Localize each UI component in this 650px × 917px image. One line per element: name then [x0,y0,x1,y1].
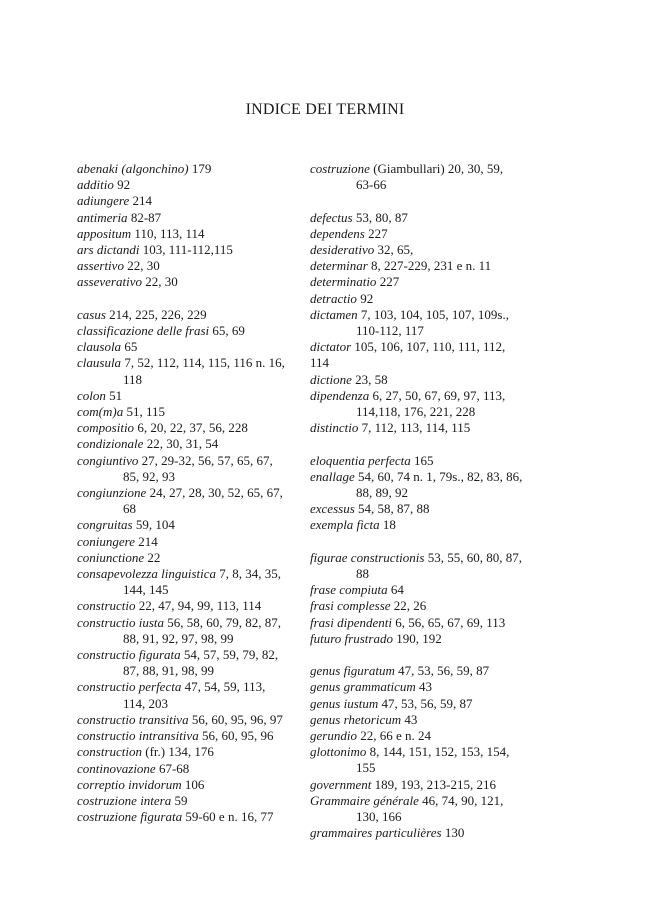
entry-line [77,339,293,355]
index-term: compositio [77,420,135,436]
index-entry [310,550,526,582]
index-term: constructio figurata [77,647,181,663]
page-references: 130, 166 [356,809,402,825]
page-references: 22, 30, 31, 54 [143,436,219,452]
entry-line [77,258,293,274]
index-term: determinatio [310,274,377,290]
entry-line [77,274,293,290]
page-references: 24, 27, 28, 30, 52, 65, 67, [146,485,283,501]
entry-line [77,793,293,809]
entry-line [310,582,526,598]
index-term: genus grammaticum [310,679,416,695]
index-term: dipendenza [310,387,370,403]
entry-line [77,761,293,777]
index-entry [77,161,293,177]
page-references: 82-87 [127,209,162,225]
entry-line [77,193,293,209]
index-entry [77,226,293,242]
index-entry [77,615,293,647]
index-entry [310,825,526,841]
page-references: 92 [113,177,131,193]
index-entry [310,793,526,825]
page-references: 118 [123,371,143,387]
entry-line [310,420,526,436]
entry-line [77,388,293,404]
entry-line [77,534,293,550]
letter-group-gap [310,436,526,452]
index-term: com(m)a [77,404,124,420]
index-term: frasi dipendenti [310,614,392,630]
page-references: 64 [387,582,404,598]
entry-line [310,307,526,323]
page-references: 85, 92, 93 [123,468,175,484]
entry-continuation-line [310,404,526,420]
index-term: dictione [310,371,352,387]
letter-group-gap [310,534,526,550]
entry-line [310,242,526,258]
entry-line [310,469,526,485]
page-references: 68 [123,501,136,517]
page-references: 56, 60, 95, 96, 97 [188,711,283,727]
index-entry [310,388,526,420]
index-term: glottonimo [310,744,367,760]
index-term: constructio perfecta [77,679,182,695]
index-entry [310,307,526,339]
entry-continuation-line [310,323,526,339]
page-title: INDICE DEI TERMINI [245,101,405,118]
entry-line [310,517,526,533]
entry-line [310,793,526,809]
index-entry [77,517,293,533]
index-column-right [310,161,526,841]
entry-continuation-line [310,809,526,825]
index-term: consapevolezza linguistica [77,566,217,582]
entry-line [310,372,526,388]
index-term: defectus [310,209,353,225]
index-entry [310,517,526,533]
index-entry [77,809,293,825]
entry-line [77,809,293,825]
index-term: determinar [310,258,368,274]
index-entry [310,226,526,242]
index-term: correptio invidorum [77,776,182,792]
entry-line [77,177,293,193]
index-term: genus figuratum [310,663,395,679]
entry-line [77,355,293,371]
page-references: 130 [441,825,465,841]
page-references: 214, 225, 226, 229 [105,306,207,322]
index-term: ars dictandi [77,242,140,258]
entry-continuation-line [310,566,526,582]
page-references: 214 [135,533,158,549]
index-entry [310,696,526,712]
entry-line [77,453,293,469]
index-term: dependens [310,225,365,241]
index-entry [77,793,293,809]
page-references: 110-112, 117 [356,323,424,339]
index-term: antimeria [77,209,128,225]
entry-line [310,598,526,614]
index-entry [310,582,526,598]
index-term: frasi complesse [310,598,391,614]
page-references: 65 [121,339,138,355]
index-term: Grammaire générale [310,792,419,808]
index-entry [310,631,526,647]
index-term: exempla ficta [310,517,380,533]
index-entry [77,420,293,436]
index-term: desiderativo [310,242,375,257]
index-term: classificazione delle frasi [77,323,210,339]
index-entry [310,161,526,193]
index-entry [310,372,526,388]
index-entry [77,777,293,793]
page-references: 47, 54, 59, 113, [181,679,266,695]
entry-line [77,307,293,323]
index-term: figurae constructionis [310,549,425,565]
index-entry [310,210,526,226]
index-term: costruzione intera [77,792,172,808]
index-term: coniunctione [77,549,145,565]
page-references: 22, 30 [123,258,160,274]
page-references: 65, 69 [209,323,245,339]
entry-line [310,274,526,290]
page-references: 56, 58, 60, 79, 82, 87, [164,614,282,630]
page-references: 67-68 [155,760,190,776]
page-references: 23, 58 [351,371,388,387]
page-references: 8, 144, 151, 152, 153, 154, [366,744,510,760]
letter-group-gap [310,193,526,209]
index-entry [310,274,526,290]
page-references: (Giambullari) 20, 30, 59, [369,161,504,176]
index-entry [77,404,293,420]
page-references: 51, 115 [123,404,165,420]
entry-line [77,550,293,566]
index-entry [77,744,293,760]
entry-continuation-line [310,177,526,193]
index-entry [77,210,293,226]
entry-line [77,598,293,614]
page-references: 110, 113, 114 [131,225,205,241]
index-term: dictator [310,339,352,355]
index-entry [77,307,293,323]
index-entry [310,501,526,517]
entry-line [77,210,293,226]
index-term: grammaires particulières [310,825,442,841]
page-references: 87, 88, 91, 98, 99 [123,663,214,679]
page-references: 88, 91, 92, 97, 98, 99 [123,630,234,646]
index-entry [77,193,293,209]
index-term: appositum [77,225,132,241]
entry-line [310,226,526,242]
entry-line [77,712,293,728]
index-term: government [310,776,372,792]
index-term: constructio iusta [77,614,165,630]
index-entry [77,598,293,614]
entry-line [310,388,526,404]
entry-line [77,517,293,533]
entry-continuation-line [77,501,293,517]
page-references: 7, 112, 113, 114, 115 [358,420,471,436]
index-term: constructio [77,598,136,614]
page-references: 189, 193, 213-215, 216 [371,776,496,792]
index-term: additio [77,177,114,193]
index-term: gerundio [310,728,357,744]
entry-line [310,291,526,307]
index-entry [310,258,526,274]
page-references: 114,118, 176, 221, 228 [356,404,476,420]
entry-line [310,696,526,712]
page-references: 56, 60, 95, 96 [198,728,274,744]
index-entry [77,534,293,550]
entry-line [77,420,293,436]
page-references: 6, 27, 50, 67, 69, 97, 113, [369,387,506,403]
page-references: 92 [356,290,374,306]
page-references: 106 [181,776,205,792]
page-references: 7, 52, 112, 114, 115, 116 n. 16, [121,355,285,371]
index-entry [310,420,526,436]
page-references: 22, 26 [390,598,427,614]
entry-line [310,777,526,793]
page-references: 155 [356,760,376,776]
entry-line [77,323,293,339]
entry-line [77,242,293,258]
index-term: detractio [310,290,357,306]
entry-line [310,339,526,371]
entry-line [310,744,526,760]
page-references: 22, 30 [141,274,178,290]
index-entry [310,777,526,793]
index-term: constructio transitiva [77,711,189,727]
page-references: 227 [376,274,400,290]
index-entry [77,242,293,258]
page-references: 88, 89, 92 [356,485,408,501]
index-term: abenaki (algonchino) [77,161,189,176]
entry-line [77,744,293,760]
page-references: 18 [379,517,396,533]
index-term: dictamen [310,306,358,322]
page-references: 47, 53, 56, 59, 87 [378,695,473,711]
page-references: 6, 56, 65, 67, 69, 113 [391,614,506,630]
index-entry [77,323,293,339]
index-term: colon [77,387,106,403]
index-term: genus rhetoricum [310,711,402,727]
entry-continuation-line [77,696,293,712]
index-term: congiunzione [77,485,147,501]
page-references: 165 [410,452,434,468]
entry-line [77,485,293,501]
page-references: 114, 203 [123,695,169,711]
index-entry [77,339,293,355]
entry-line [310,161,526,177]
entry-line [77,647,293,663]
index-term: excessus [310,501,355,517]
index-term: congruitas [77,517,133,533]
page-references: 6, 20, 22, 37, 56, 228 [134,420,248,436]
entry-line [77,436,293,452]
entry-continuation-line [310,760,526,776]
index-term: constructio intransitiva [77,728,199,744]
index-term: coniungere [77,533,135,549]
entry-line [77,566,293,582]
index-term: costruzione figurata [77,809,183,825]
page-references: 105, 106, 107, 110, 111, 112, 114 [310,339,506,371]
entry-line [310,712,526,728]
index-entry [310,598,526,614]
entry-line [310,663,526,679]
index-entry [310,712,526,728]
entry-line [77,226,293,242]
page-references: 7, 8, 34, 35, [216,566,282,582]
index-term: asseverativo [77,274,142,290]
index-term: congiuntivo [77,452,139,468]
index-entry [310,663,526,679]
page-references: 54, 60, 74 n. 1, 79s., 82, 83, 86, [354,468,523,484]
index-term: continovazione [77,760,156,776]
index-term: costruzione [310,161,370,176]
entry-line [77,777,293,793]
index-entry [77,388,293,404]
page-references: 53, 55, 60, 80, 87, [424,549,522,565]
entry-line [310,501,526,517]
page-references: 227 [364,225,388,241]
index-entry [77,761,293,777]
page-references: (fr.) 134, 176 [142,744,214,760]
page-references: 8, 227-229, 231 e n. 11 [367,258,492,274]
index-entry [310,242,526,258]
index-entry [77,485,293,517]
page-references: 43 [415,679,433,695]
entry-continuation-line [310,485,526,501]
index-term: distinctio [310,420,359,436]
index-entry [77,550,293,566]
page-references: 179 [188,161,212,176]
index-term: eloquentia perfecta [310,452,411,468]
page-references: 214 [129,193,152,209]
index-term: enallage [310,468,355,484]
index-entry [77,177,293,193]
index-entry [310,744,526,776]
page-references: 103, 111-112,115 [139,242,233,258]
letter-group-gap [310,647,526,663]
page-references: 190, 192 [392,630,442,646]
index-entry [310,291,526,307]
page-references: 54, 58, 87, 88 [354,501,430,517]
index-term: condizionale [77,436,144,452]
page-references: 22 [144,549,161,565]
entry-line [310,210,526,226]
page-references: 51 [105,387,123,403]
index-entry [77,712,293,728]
index-entry [310,615,526,631]
entry-line [310,825,526,841]
index-entry [77,566,293,598]
page-references: 22, 47, 94, 99, 113, 114 [135,598,262,614]
index-entry [77,258,293,274]
page-references: 59-60 e n. 16, 77 [182,809,274,825]
index-entry [77,436,293,452]
index-entry [310,453,526,469]
entry-line [310,550,526,566]
entry-line [310,728,526,744]
page-references: 88 [356,566,369,582]
index-term: frase compiuta [310,582,388,598]
entry-line [310,453,526,469]
page-references: 47, 53, 56, 59, 87 [394,663,490,679]
index-term: clausola [77,339,122,355]
page-references: 63-66 [356,177,387,193]
index-entry [77,453,293,485]
entry-line [310,258,526,274]
index-term: construction [77,744,142,760]
entry-line [310,631,526,647]
page-references: 27, 29-32, 56, 57, 65, 67, [138,452,273,468]
entry-line [310,679,526,695]
index-entry [310,728,526,744]
page-references: 32, 65, [374,242,414,257]
index-term: clausula [77,355,122,371]
page-references: 53, 80, 87 [352,209,408,225]
page-references: 43 [401,711,418,727]
page-references: 144, 145 [123,582,169,598]
index-term: futuro frustrado [310,630,393,646]
entry-line [77,679,293,695]
index-entry [310,339,526,371]
page-references: 59, 104 [132,517,175,533]
index-entry [77,355,293,387]
index-term: adiungere [77,193,130,209]
entry-continuation-line [77,663,293,679]
entry-line [77,161,293,177]
index-entry [310,469,526,501]
index-entry [310,679,526,695]
index-entry [77,274,293,290]
index-term: genus iustum [310,695,379,711]
page-references: 22, 66 e n. 24 [356,728,431,744]
index-column-left [77,161,293,825]
index-term: assertivo [77,258,124,274]
entry-line [77,728,293,744]
index-term: casus [77,306,106,322]
index-entry [77,728,293,744]
page-references: 46, 74, 90, 121, [418,792,504,808]
entry-line [77,615,293,631]
index-entry [77,647,293,679]
page-references: 7, 103, 104, 105, 107, 109s., [357,306,509,322]
page-references: 54, 57, 59, 79, 82, [180,647,279,663]
entry-line [77,404,293,420]
letter-group-gap [77,291,293,307]
index-entry [77,679,293,711]
entry-continuation-line [77,372,293,388]
entry-continuation-line [77,631,293,647]
entry-continuation-line [77,469,293,485]
page-references: 59 [171,792,188,808]
entry-line [310,615,526,631]
entry-continuation-line [77,582,293,598]
